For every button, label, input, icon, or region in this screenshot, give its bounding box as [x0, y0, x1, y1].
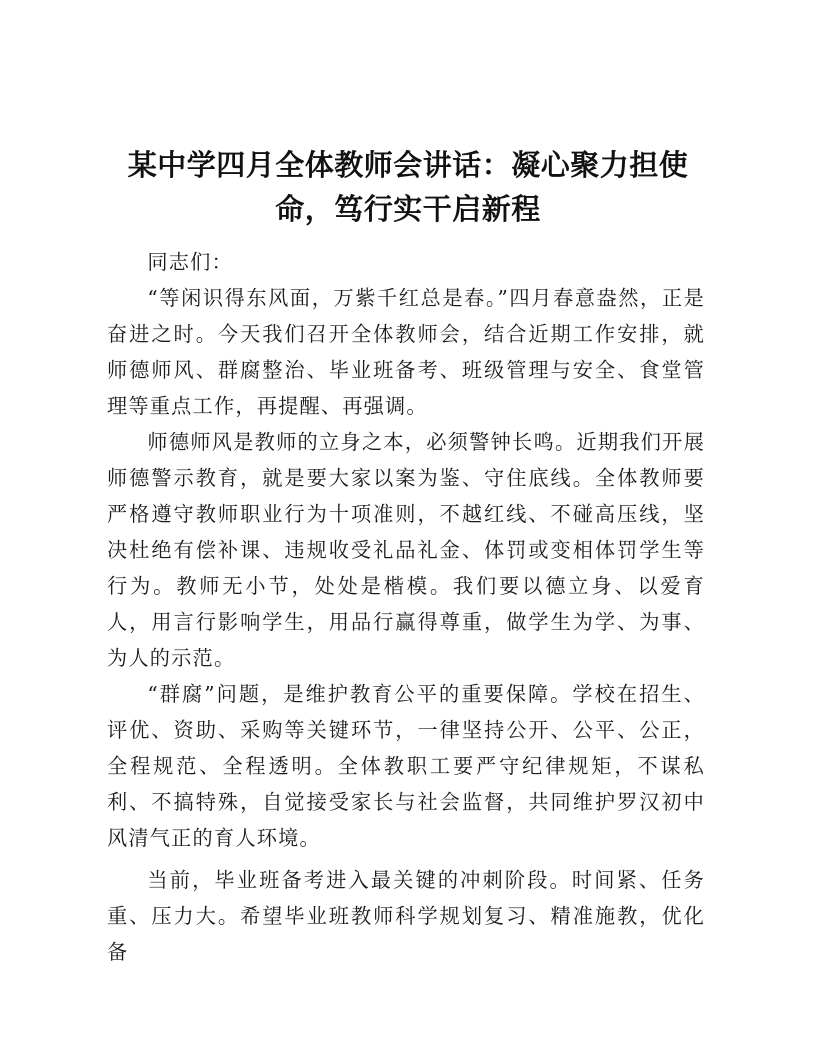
document-body [107, 244, 705, 970]
title-line-2: 命，笃行实干启新程 [275, 192, 541, 226]
title-line-1: 某中学四月全体教师会讲话：凝心聚力担使 [127, 148, 689, 182]
salutation: 同志们： [147, 250, 233, 274]
document-title [100, 143, 716, 231]
paragraph-2: 师德师风是教师的立身之本，必须警钟长鸣。近期我们开展师德警示教育，就是要大家以案为鉴、守住底线。全体教师要严格遵守教师职业行为十项准则，不越红线、不碰高压线，坚决杜绝有偿补课、违规收受礼品礼金、体罚或变相体罚学生等行为。教师无小节，处处是楷模。我们要以德立身、以爱育人，用言行影响学生，用品行赢得尊重，做学生为学、为事、为人的示范。 [107, 430, 705, 670]
paragraph-3: “群腐”问题，是维护教育公平的重要保障。学校在招生、评优、资助、采购等关键环节，一律坚持公开、公平、公正，全程规范、全程透明。全体教职工要严守纪律规矩，不谋私利、不搞特殊，自觉接受家长与社会监督，共同维护罗汉初中风清气正的育人环境。 [107, 682, 705, 850]
paragraph-4: 当前，毕业班备考进入最关键的冲刺阶段。时间紧、任务重、压力大。希望毕业班教师科学规划复习、精准施教，优化备 [107, 868, 705, 964]
paragraph-1: “等闲识得东风面，万紫千红总是春。”四月春意盎然，正是奋进之时。今天我们召开全体教师会，结合近期工作安排，就师德师风、群腐整治、毕业班备考、班级管理与安全、食堂管理等重点工作，再提醒、再强调。 [107, 286, 705, 418]
